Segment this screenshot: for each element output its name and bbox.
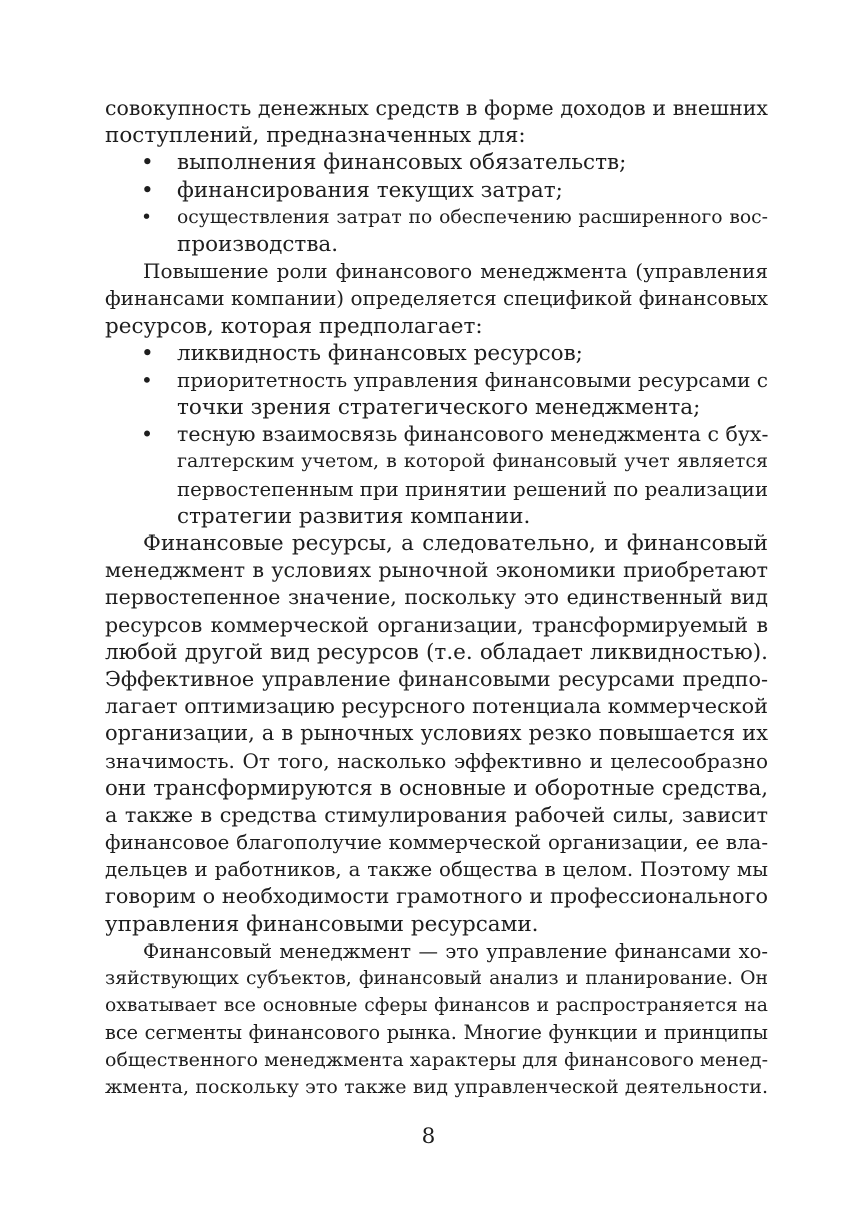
text-line: галтерским учетом, в которой финансовый учет является: [177, 450, 768, 473]
text-line: говорим о необходимости грамотного и профессионального: [105, 884, 768, 909]
bullet-icon: •: [141, 206, 153, 228]
text-line: финансами компании) определяется спецификой финансовых: [105, 286, 769, 311]
text-line: охватывает все основные сферы финансов и распространяется на: [105, 995, 768, 1017]
intro-paragraph: [105, 95, 768, 149]
bullet-icon: •: [141, 367, 153, 392]
text-line: все сегменты финансового рынка. Многие функции и принципы: [105, 1021, 768, 1045]
text-line: [105, 177, 768, 204]
text-line: а также в средства стимулирования рабочей силы, зависит: [105, 802, 768, 827]
text-line: зяйствующих субъектов, финансовый анализ и планирование. Он: [105, 968, 768, 989]
text-line: [105, 149, 768, 176]
list-item-text: выполнения финансовых обязательств;: [177, 150, 627, 176]
list-item: [105, 204, 768, 258]
text-line: менеджмент в условиях рыночной экономики приобретают: [105, 558, 768, 583]
text-line: Эффективное управление финансовыми ресурсами предпо-: [105, 666, 768, 691]
text-line: ресурсов, которая предполагает:: [105, 313, 483, 339]
paragraph: [105, 938, 768, 1101]
text-line: любой другой вид ресурсов (т.е. обладает ликвидностью).: [105, 639, 768, 665]
text-line: ресурсов коммерческой организации, трансформируемый в: [105, 612, 768, 637]
text-line: [105, 367, 768, 394]
list-item: [105, 421, 768, 530]
text-line: они трансформируются в основные и оборотные средства,: [105, 775, 768, 801]
bullet-icon: •: [141, 150, 154, 176]
text-line: производства.: [177, 231, 339, 257]
text-line: Повышение роли финансового менеджмента (управления: [143, 259, 768, 284]
bullet-icon: •: [141, 340, 154, 366]
text-line: общественного менеджмента характеры для финансового менед-: [105, 1048, 768, 1071]
list-item-text: финансирования текущих затрат;: [177, 177, 563, 203]
text-line: стратегии развития компании.: [177, 503, 531, 529]
list-item: [105, 367, 768, 421]
bullet-icon: •: [141, 422, 154, 447]
text-line: точки зрения стратегического менеджмента;: [177, 395, 701, 421]
text-line: дельцев и работников, а также общества в целом. Поэтому мы: [105, 858, 768, 882]
page-body: [105, 95, 768, 1101]
list-item: [105, 149, 768, 176]
paragraph: [105, 258, 768, 340]
text-line: совокупность денежных средств в форме доходов и внешних: [105, 96, 768, 120]
text-line: лагает оптимизацию ресурсного потенциала коммерческой: [105, 694, 768, 719]
bullet-icon: •: [141, 177, 154, 203]
text-line: [105, 204, 768, 231]
page-number: 8: [421, 1124, 436, 1149]
text-line: поступлений, предназначенных для:: [105, 123, 526, 149]
text-line: Финансовый менеджмент — это управление финансами хо-: [143, 939, 768, 963]
list-item: [105, 177, 768, 204]
list-item-text: осуществления затрат по обеспечению расширенного вос-: [177, 206, 768, 228]
text-line: первостепенным при принятии решений по реализации: [177, 477, 768, 501]
bullet-list-purposes: [105, 149, 768, 258]
text-line: Финансовые ресурсы, а следовательно, и финансовый: [143, 531, 768, 556]
text-line: значимость. От того, насколько эффективно и целесообразно: [105, 748, 768, 773]
list-item-text: приоритетность управления финансовыми ресурсами с: [177, 367, 768, 392]
bullet-list-specifics: [105, 340, 768, 530]
paragraph: [105, 530, 768, 938]
text-line: [105, 421, 768, 448]
text-line: первостепенное значение, поскольку это единственный вид: [105, 585, 768, 610]
text-line: организации, а в рыночных условиях резко повышается их: [105, 721, 768, 746]
list-item-text: ликвидность финансовых ресурсов;: [177, 340, 583, 366]
text-line: финансовое благополучие коммерческой организации, ее вла-: [105, 831, 768, 855]
list-item-text: тесную взаимосвязь финансового менеджмента с бух-: [177, 422, 769, 447]
text-line: управления финансовыми ресурсами.: [105, 911, 539, 937]
text-line: жмента, поскольку это также вид управленческой деятельности.: [105, 1075, 768, 1098]
list-item: [105, 340, 768, 367]
text-line: [105, 340, 768, 367]
